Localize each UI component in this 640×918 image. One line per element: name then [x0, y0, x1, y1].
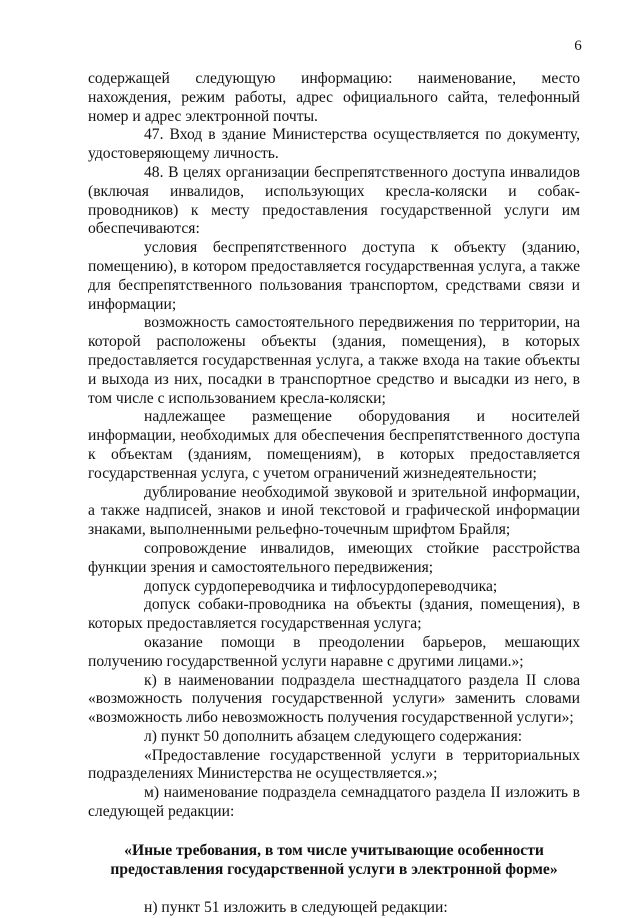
- paragraph: л) пункт 50 дополнить абзацем следующего содержания:: [144, 727, 523, 745]
- paragraph: н) пункт 51 изложить в следующей редакции:: [144, 899, 448, 917]
- paragraph: допуск сурдопереводчика и тифлосурдопереводчика;: [144, 577, 498, 595]
- paragraph: «Предоставление государственной услуги в территориальных подразделениях Министерства не осуществляется.»;: [88, 746, 580, 783]
- paragraph: возможность самостоятельного передвижения по территории, на которой расположены объекты (здания, помещения), в которых предоставляется государственная услуга, а также входа на такие объекты и выхода из них, посадки в транспортное средство и высадки из него, в том числе с использованием кресла-коляски;: [88, 314, 580, 407]
- paragraph: надлежащее размещение оборудования и носителей информации, необходимых для обеспечения беспрепятственного доступа к объектам (зданиям, помещениям), в которых предоставляется государственная услуга, с учетом ограничений жизнедеятельности;: [88, 408, 580, 482]
- paragraph: дублирование необходимой звуковой и зрительной информации, а также надписей, знаков и иной текстовой и графической информации знаками, выполненными рельефно-точечным шрифтом Брайля;: [88, 483, 580, 539]
- paragraph: 47. Вход в здание Министерства осуществляется по документу, удостоверяющему личность.: [88, 126, 580, 163]
- section-heading-line: «Иные требования, в том числе учитывающие особенности: [124, 841, 544, 859]
- section-heading: [88, 842, 580, 880]
- paragraph: м) наименование подраздела семнадцатого раздела II изложить в следующей редакции:: [88, 784, 580, 821]
- paragraph: содержащей следующую информацию: наименование, место нахождения, режим работы, адрес официального сайта, телефонный номер и адрес электронной почты.: [88, 70, 580, 125]
- section-heading-line: предоставления государственной услуги в электронной форме»: [110, 860, 558, 878]
- page-number: 6: [574, 38, 582, 54]
- paragraph: 48. В целях организации беспрепятственного доступа инвалидов (включая инвалидов, использующих кресла-коляски и собак-проводников) к месту предоставления государственной услуги им обеспечиваются:: [88, 163, 580, 238]
- paragraph: сопровождение инвалидов, имеющих стойкие расстройства функции зрения и самостоятельного передвижения;: [88, 539, 580, 576]
- paragraph: условия беспрепятственного доступа к объекту (зданию, помещению), в котором предоставляется государственная услуга, а также для беспрепятственного пользования транспортом, средствами связи и информации;: [88, 239, 580, 313]
- paragraph: к) в наименовании подраздела шестнадцатого раздела II слова «возможность получения государственной услуги» заменить словами «возможность либо невозможность получения государственной услуги»;: [88, 671, 580, 727]
- paragraph: допуск собаки-проводника на объекты (здания, помещения), в которых предоставляется государственная услуга;: [88, 596, 580, 633]
- paragraph: оказание помощи в преодолении барьеров, мешающих получению государственной услуги наравне с другими лицами.»;: [88, 633, 580, 670]
- document-body: [88, 70, 580, 918]
